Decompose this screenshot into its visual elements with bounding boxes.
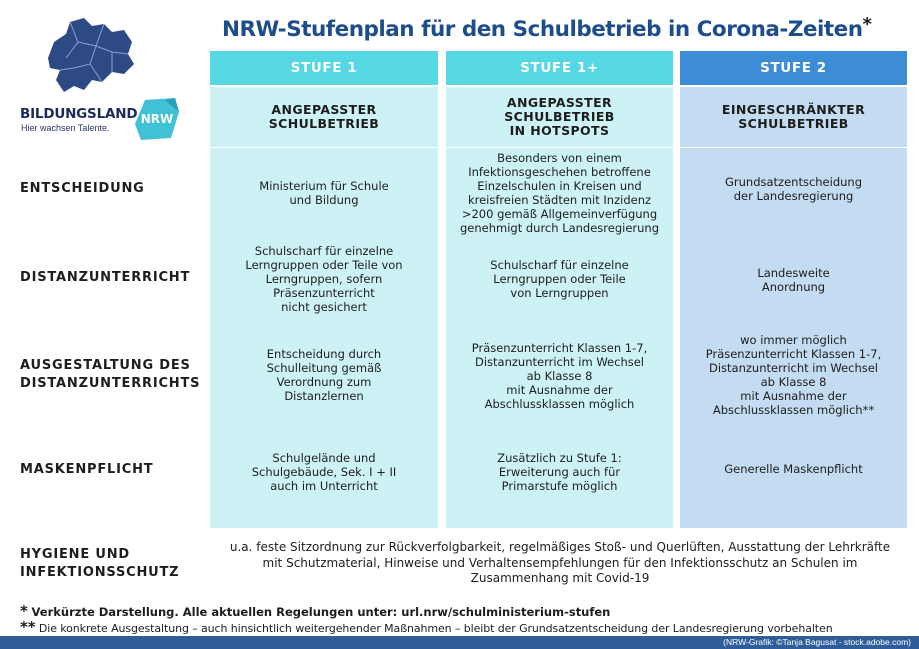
- footnote-2: [20, 618, 833, 636]
- cell-distanzunterricht-stufe-1: Schulscharf für einzelne Lerngruppen oder Teile von Lerngruppen, sofern Präsenzunterricht nicht gesichert: [245, 244, 403, 314]
- subtitle-divider: [210, 147, 907, 148]
- row-label-entscheidung: ENTSCHEIDUNG: [20, 181, 145, 196]
- nrw-logo-icon: [135, 98, 179, 140]
- nrw-map-icon: [40, 12, 136, 96]
- page-title: NRW-Stufenplan für den Schulbetrieb in Corona-Zeiten*: [222, 14, 872, 42]
- cell-distanzunterricht-stufe-1-plus: Schulscharf für einzelne Lerngruppen oder Teile von Lerngruppen: [490, 258, 629, 300]
- cell-maskenpflicht-stufe-1: Schulgelände und Schulgebäude, Sek. I + II auch im Unterricht: [251, 451, 397, 493]
- column-header-stufe-1: STUFE 1: [210, 51, 438, 85]
- image-credit: (NRW-Grafik: ©Tanja Bagusat - stock.adobe.com): [723, 637, 911, 647]
- brand-name: BILDUNGSLAND: [20, 106, 138, 122]
- cell-maskenpflicht-stufe-2: Generelle Maskenpflicht: [724, 462, 863, 476]
- hygiene-text: u.a. feste Sitzordnung zur Rückverfolgbarkeit, regelmäßiges Stoß- und Querlüften, Ausstattung der Lehrkräfte mit Schutzmaterial, Hinweise und Verhaltensempfehlungen für den Infektionsschutz an Schulen im Zusammenhang mit Covid-19: [229, 540, 891, 585]
- column-header-stufe-2: STUFE 2: [680, 51, 907, 85]
- column-subtitle-stufe-1: ANGEPASSTER SCHULBETRIEB: [268, 102, 380, 131]
- cell-entscheidung-stufe-2: Grundsatzentscheidung der Landesregierung: [724, 175, 863, 203]
- footnote-2-mark: **: [20, 618, 36, 636]
- row-label-distanzunterricht: DISTANZUNTERRICHT: [20, 270, 191, 285]
- footnote-1-text: Verkürzte Darstellung. Alle aktuellen Regelungen unter: url.nrw/schulministerium-stufen: [31, 605, 611, 619]
- brand-logo: [20, 102, 180, 142]
- column-subtitle-stufe-2: EINGESCHRÄNKTER SCHULBETRIEB: [721, 102, 866, 131]
- nrw-logo-text: NRW: [140, 112, 174, 126]
- bottom-bar: [0, 636, 919, 649]
- brand-tagline: Hier wachsen Talente.: [21, 123, 110, 133]
- cell-entscheidung-stufe-1: Ministerium für Schule und Bildung: [259, 179, 389, 207]
- cell-ausgestaltung-stufe-2: wo immer möglich Präsenzunterricht Klassen 1-7, Distanzunterricht im Wechsel ab Klasse 8 mit Ausnahme der Abschlussklassen möglich**: [705, 333, 882, 417]
- column-header-stufe-1-plus: STUFE 1+: [446, 51, 673, 85]
- title-footnote-mark: *: [862, 14, 872, 35]
- cell-ausgestaltung-stufe-1: Entscheidung durch Schulleitung gemäß Verordnung zum Distanzlernen: [266, 347, 382, 403]
- footnote-2-text: Die konkrete Ausgestaltung – auch hinsichtlich weitergehender Maßnahmen – bleibt der Grundsatzentscheidung der Landesregierung vorbehalten: [38, 622, 833, 635]
- footnote-1-mark: *: [20, 602, 28, 620]
- row-label-hygiene: HYGIENE UND INFEKTIONSSCHUTZ: [20, 547, 180, 580]
- column-subtitle-stufe-1-plus: ANGEPASSTER SCHULBETRIEB IN HOTSPOTS: [504, 95, 615, 138]
- cell-maskenpflicht-stufe-1-plus: Zusätzlich zu Stufe 1: Erweiterung auch für Primarstufe möglich: [497, 451, 622, 493]
- cell-entscheidung-stufe-1-plus: Besonders von einem Infektionsgeschehen betroffene Einzelschulen in Kreisen und kreisfreien Städten mit Inzidenz >200 gemäß Allgemeinverfügung genehmigt durch Landesregierung: [459, 151, 660, 235]
- cell-distanzunterricht-stufe-2: Landesweite Anordnung: [757, 266, 830, 294]
- row-label-ausgestaltung: AUSGESTALTUNG DES DISTANZUNTERRICHTS: [20, 358, 201, 391]
- cell-ausgestaltung-stufe-1-plus: Präsenzunterricht Klassen 1-7, Distanzunterricht im Wechsel ab Klasse 8 mit Ausnahme der Abschlussklassen möglich: [471, 341, 648, 411]
- row-label-maskenpflicht: MASKENPFLICHT: [20, 462, 154, 477]
